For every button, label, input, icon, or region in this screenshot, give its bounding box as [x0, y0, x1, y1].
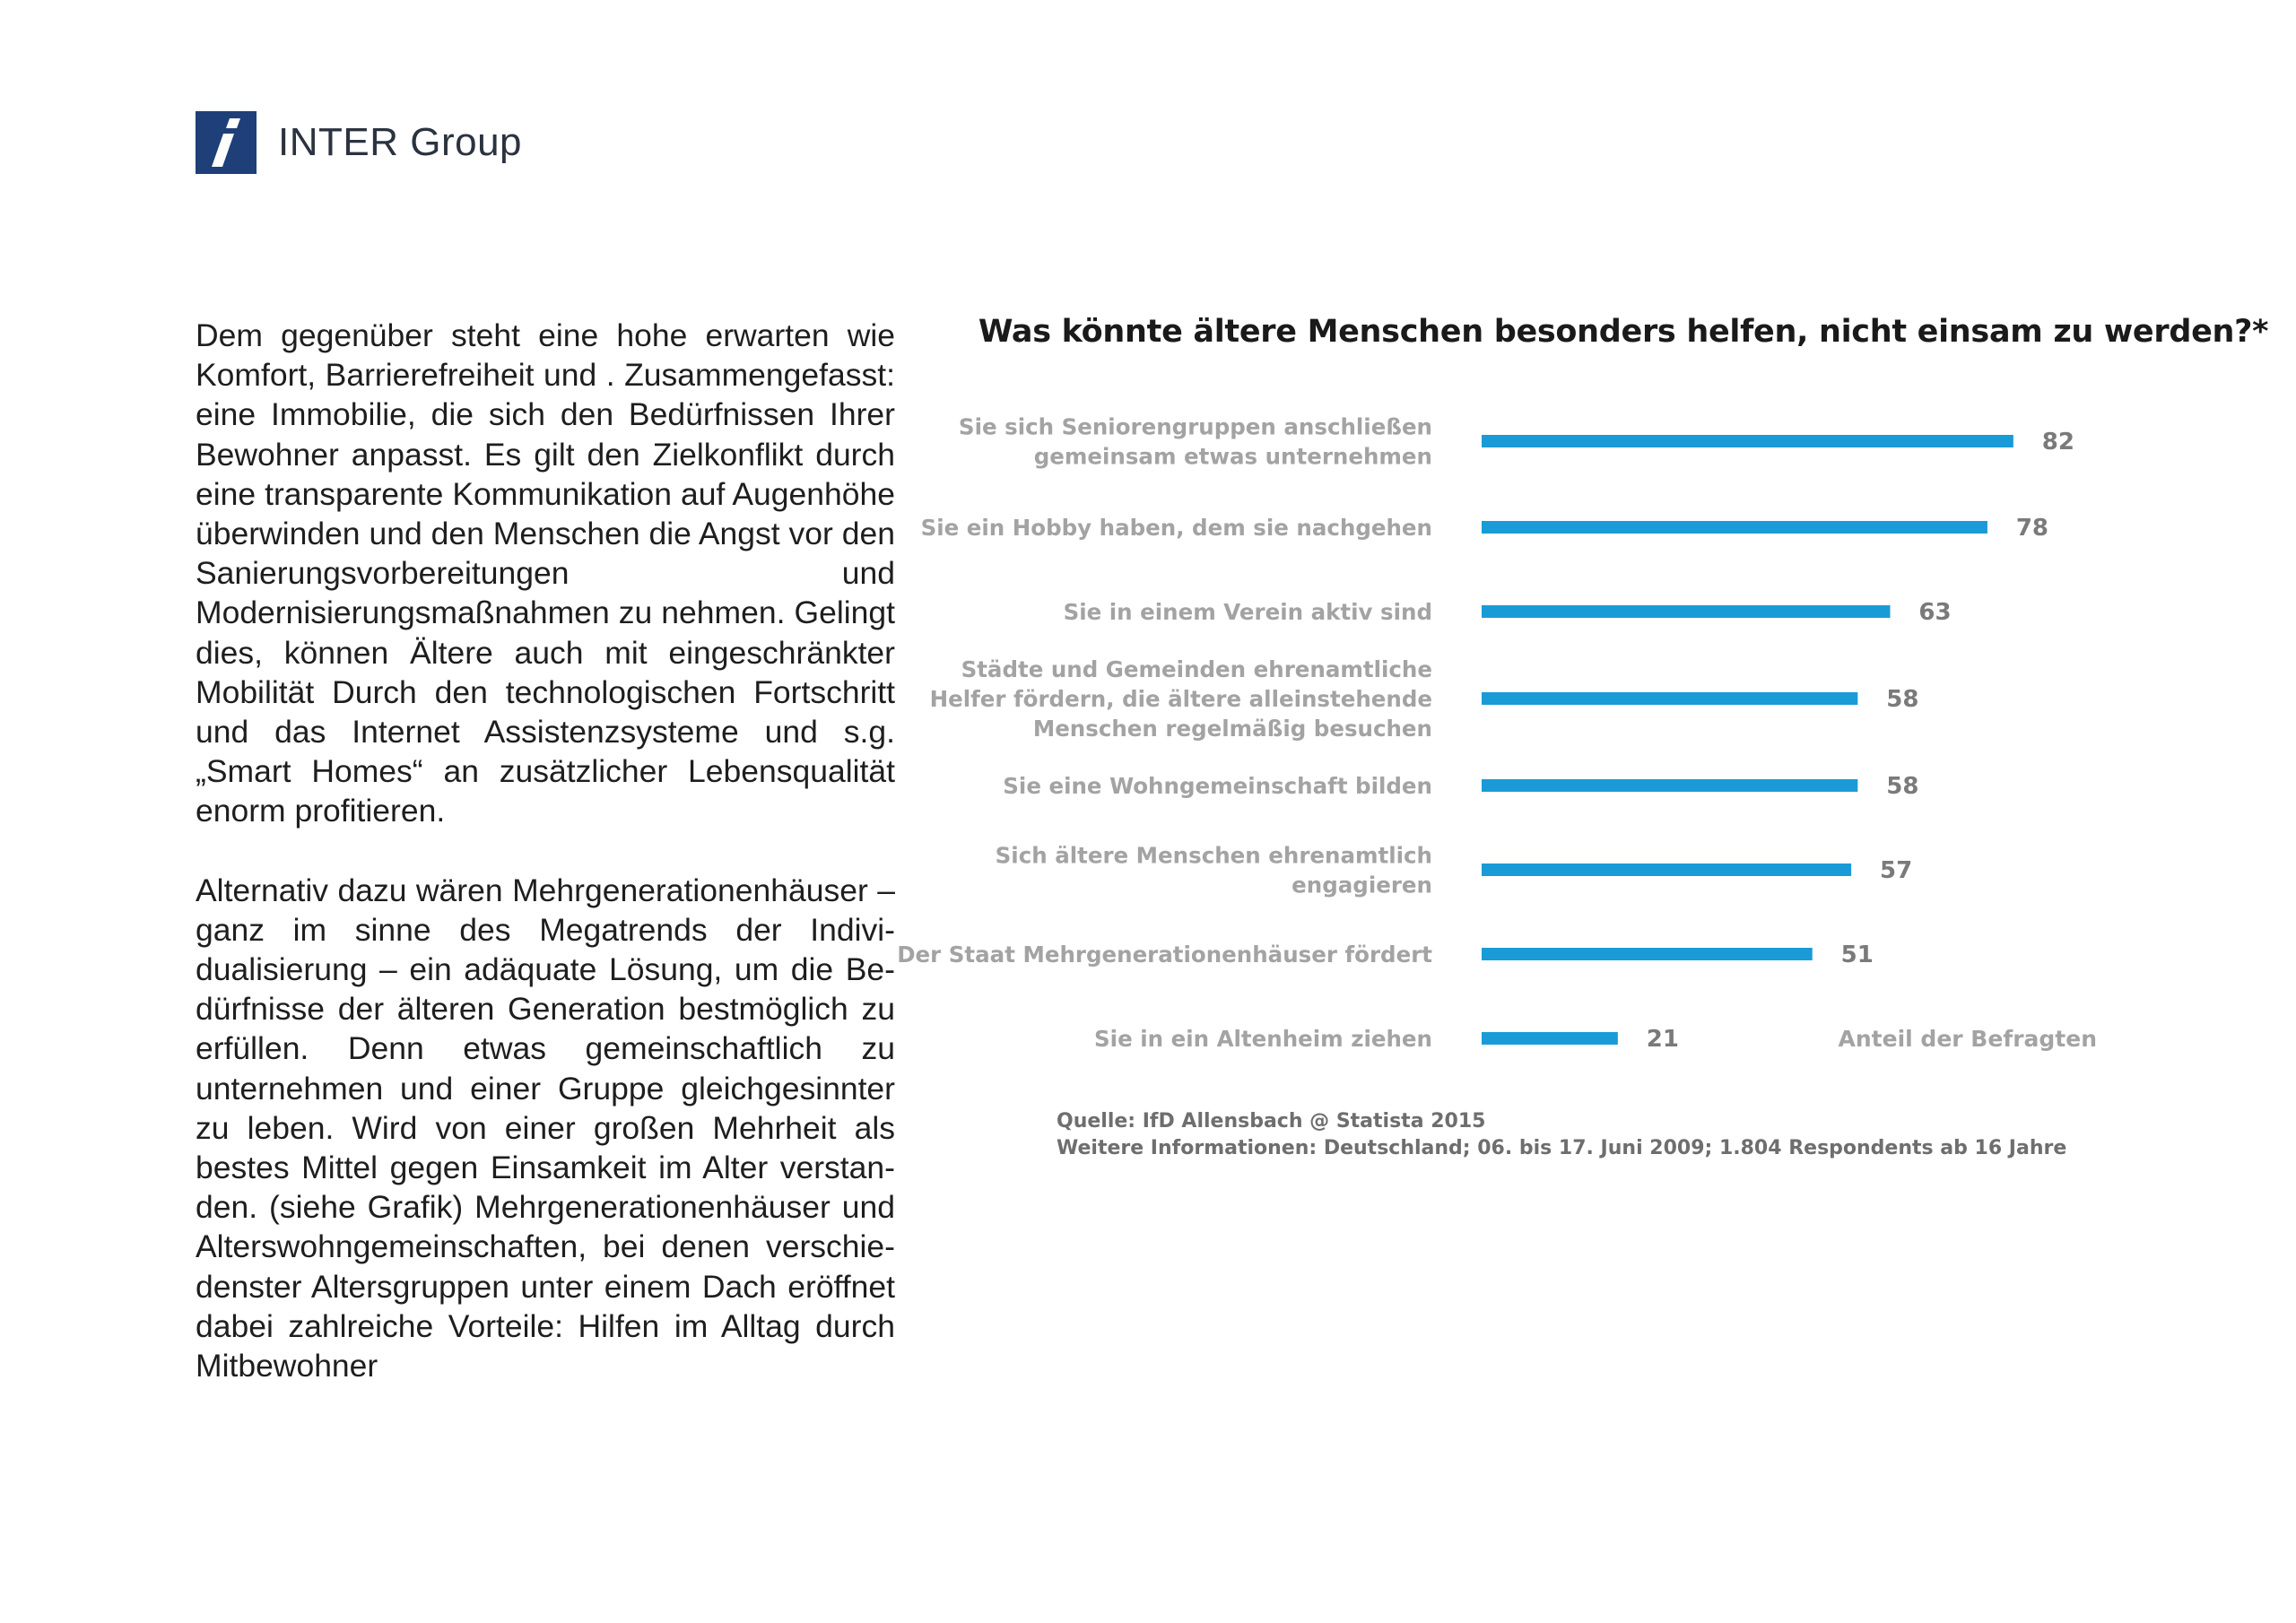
- category-label-5: Sie eine Wohngemeinschaft bilden: [1003, 773, 1432, 799]
- value-label-1: 82: [2041, 429, 2074, 456]
- bar-3: [1482, 605, 1890, 618]
- body-paragraph-2: Alternativ dazu wären Mehrgenerationenhäuser – ganz im sinne des Megatrends der Individualisierung – ein adäquate Lösung, um die Bedürfnisse der älteren Generation bestmöglich zu erfüllen. Denn etwas gemeinschaftlich zu unternehmen und einer Gruppe gleichgesinnter zu leben. Wird von einer großen Mehrheit als bestes Mittel gegen Einsamkeit im Alter verstanden. (siehe Grafik) Mehrgenerationenhäuser und Alterswohngemeinschaften, bei denen verschiedenster Altersgruppen unter einem Dach eröffnet dabei zahlreiche Vorteile: Hilfen im Alltag durch Mitbewohner: [196, 872, 895, 1384]
- bar-6: [1482, 864, 1851, 876]
- source-line-1: Quelle: IfD Allensbach @ Statista 2015: [1057, 1110, 1486, 1133]
- category-label-6: Sich ältere Menschen ehrenamtlich engagieren: [995, 842, 1432, 898]
- chart-source: [1057, 1108, 2066, 1162]
- bar-7: [1482, 948, 1813, 960]
- chart-title: Was könnte ältere Menschen besonders helfen, nicht einsam zu werden?*: [978, 314, 2269, 350]
- category-label-8: Sie in ein Altenheim ziehen: [1094, 1026, 1432, 1052]
- value-label-7: 51: [1840, 942, 1874, 968]
- category-label-1: Sie sich Seniorengruppen anschließen gemeinsam etwas unternehmen: [958, 413, 1432, 470]
- value-axis-label: Anteil der Befragten: [1838, 1026, 2097, 1052]
- value-label-8: 21: [1646, 1026, 1679, 1053]
- bar-8: [1482, 1032, 1618, 1045]
- category-label-4: Städte und Gemeinden ehrenamtliche Helfer fördern, die ältere alleinstehende Menschen regelmäßig besuchen: [929, 656, 1432, 742]
- category-label-3: Sie in einem Verein aktiv sind: [1063, 599, 1432, 625]
- brand-name: INTER Group: [278, 120, 523, 164]
- bar-2: [1482, 521, 1987, 534]
- value-label-6: 57: [1880, 857, 1913, 884]
- bar-5: [1482, 779, 1857, 792]
- value-label-3: 63: [1918, 599, 1952, 626]
- category-label-7: Der Staat Mehrgenerationenhäuser fördert: [897, 942, 1432, 968]
- bar-1: [1482, 435, 2013, 447]
- bar-4: [1482, 692, 1857, 705]
- value-label-4: 58: [1886, 686, 1919, 713]
- body-paragraph-1: Dem gegenüber steht eine hohe erwarten wie Komfort, Barrierefreiheit und . Zusammengefasst: eine Immobilie, die sich den Bedürfnissen Ihrer Bewohner anpasst. Es gilt den Zielkonflikt durch eine transparente Kommunikation auf Augenhöhe überwinden und den Menschen die Angst vor den Sanierungsvorbereitungen und Modernisierungsmaßnahmen zu nehmen. Gelingt dies, können Ältere auch mit eingeschränkter Mobilität Durch den technologischen Fortschritt und das Internet Assistenzsysteme und s.g. „Smart Homes“ an zusätzlicher Lebensqualität enorm profitieren.: [196, 317, 895, 829]
- value-label-2: 78: [2015, 515, 2049, 542]
- source-line-2: Weitere Informationen: Deutschland; 06. bis 17. Juni 2009; 1.804 Respondents ab 16 Jahre: [1057, 1137, 2067, 1159]
- category-label-2: Sie ein Hobby haben, dem sie nachgehen: [920, 515, 1432, 541]
- value-label-5: 58: [1886, 773, 1919, 800]
